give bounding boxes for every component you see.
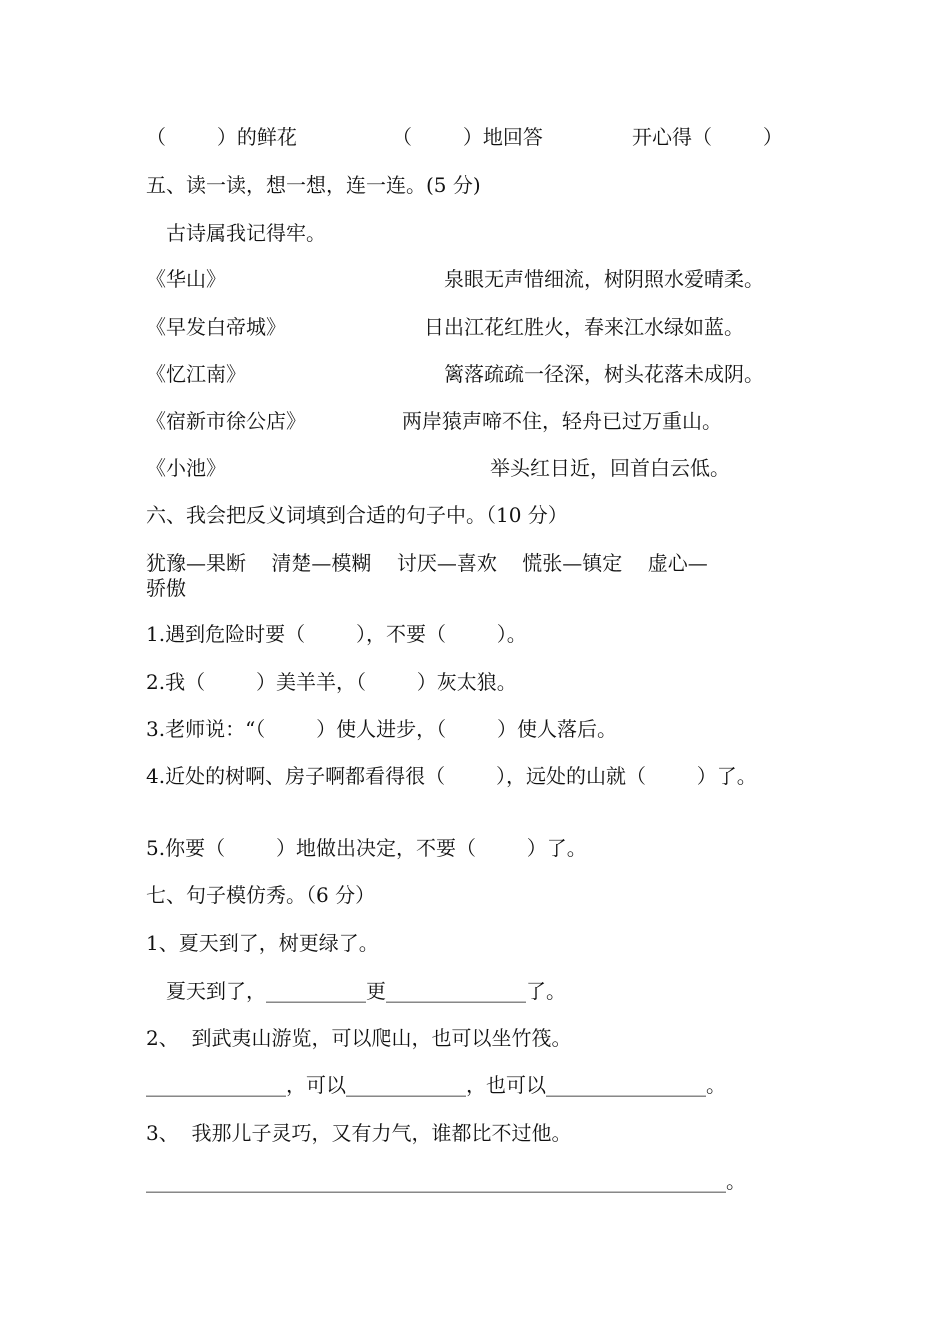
q6-heading: 六、我会把反义词填到合适的句子中。（10 分） xyxy=(146,503,568,527)
poem-line-2: 日出江花红胜火，春来江水绿如蓝。 xyxy=(424,315,744,339)
q6-sentence-5: 5.你要（ ）地做出决定，不要（ ）了。 xyxy=(146,836,587,860)
fill-item-answer: （ ）地回答 xyxy=(392,125,543,149)
q7-example-2: 2、 到武夷山游览，可以爬山，也可以坐竹筏。 xyxy=(146,1026,572,1050)
q7-fill-2: ______________，可以____________，也可以________________。 xyxy=(146,1073,726,1097)
q6-sentence-2: 2.我（ ）美羊羊，（ ）灰太狼。 xyxy=(146,670,517,694)
poem-line-5: 举头红日近，回首白云低。 xyxy=(490,456,730,480)
poem-title-huashan: 《华山》 xyxy=(146,267,226,291)
q5-subtitle: 古诗属我记得牢。 xyxy=(166,221,326,245)
fill-item-flowers: （ ）的鲜花 xyxy=(146,125,297,149)
q7-example-3: 3、 我那儿子灵巧，又有力气，谁都比不过他。 xyxy=(146,1121,572,1145)
q6-sentence-4: 4.近处的树啊、房子啊都看得很（ ），远处的山就（ ）了。 xyxy=(146,764,757,788)
q7-example-1: 1、夏天到了，树更绿了。 xyxy=(146,931,379,955)
q7-fill-1: 夏天到了，__________更______________了。 xyxy=(166,979,566,1003)
poem-title-xiaochi: 《小池》 xyxy=(146,456,226,480)
poem-line-4: 两岸猿声啼不住，轻舟已过万重山。 xyxy=(402,409,722,433)
antonym-words-line-1: 犹豫—果断 清楚—模糊 讨厌—喜欢 慌张—镇定 虚心— xyxy=(146,551,708,575)
poem-title-suxinshi: 《宿新市徐公店》 xyxy=(146,409,306,433)
antonym-words-line-2: 骄傲 xyxy=(146,576,186,600)
poem-line-3: 篱落疏疏一径深，树头花落未成阴。 xyxy=(444,362,764,386)
poem-title-baidicheng: 《早发白帝城》 xyxy=(146,315,286,339)
poem-line-1: 泉眼无声惜细流，树阴照水爱晴柔。 xyxy=(444,267,764,291)
poem-title-yijiangnan: 《忆江南》 xyxy=(146,362,246,386)
q6-sentence-3: 3.老师说：“（ ）使人进步，（ ）使人落后。 xyxy=(146,717,618,741)
q5-heading: 五、读一读，想一想，连一连。(5 分) xyxy=(146,173,481,197)
q7-heading: 七、句子模仿秀。（6 分） xyxy=(146,883,376,907)
fill-item-happy: 开心得（ ） xyxy=(632,125,783,149)
q7-fill-3: __________________________________________________________。 xyxy=(146,1169,746,1193)
q6-sentence-1: 1.遇到危险时要（ ），不要（ ）。 xyxy=(146,622,527,646)
